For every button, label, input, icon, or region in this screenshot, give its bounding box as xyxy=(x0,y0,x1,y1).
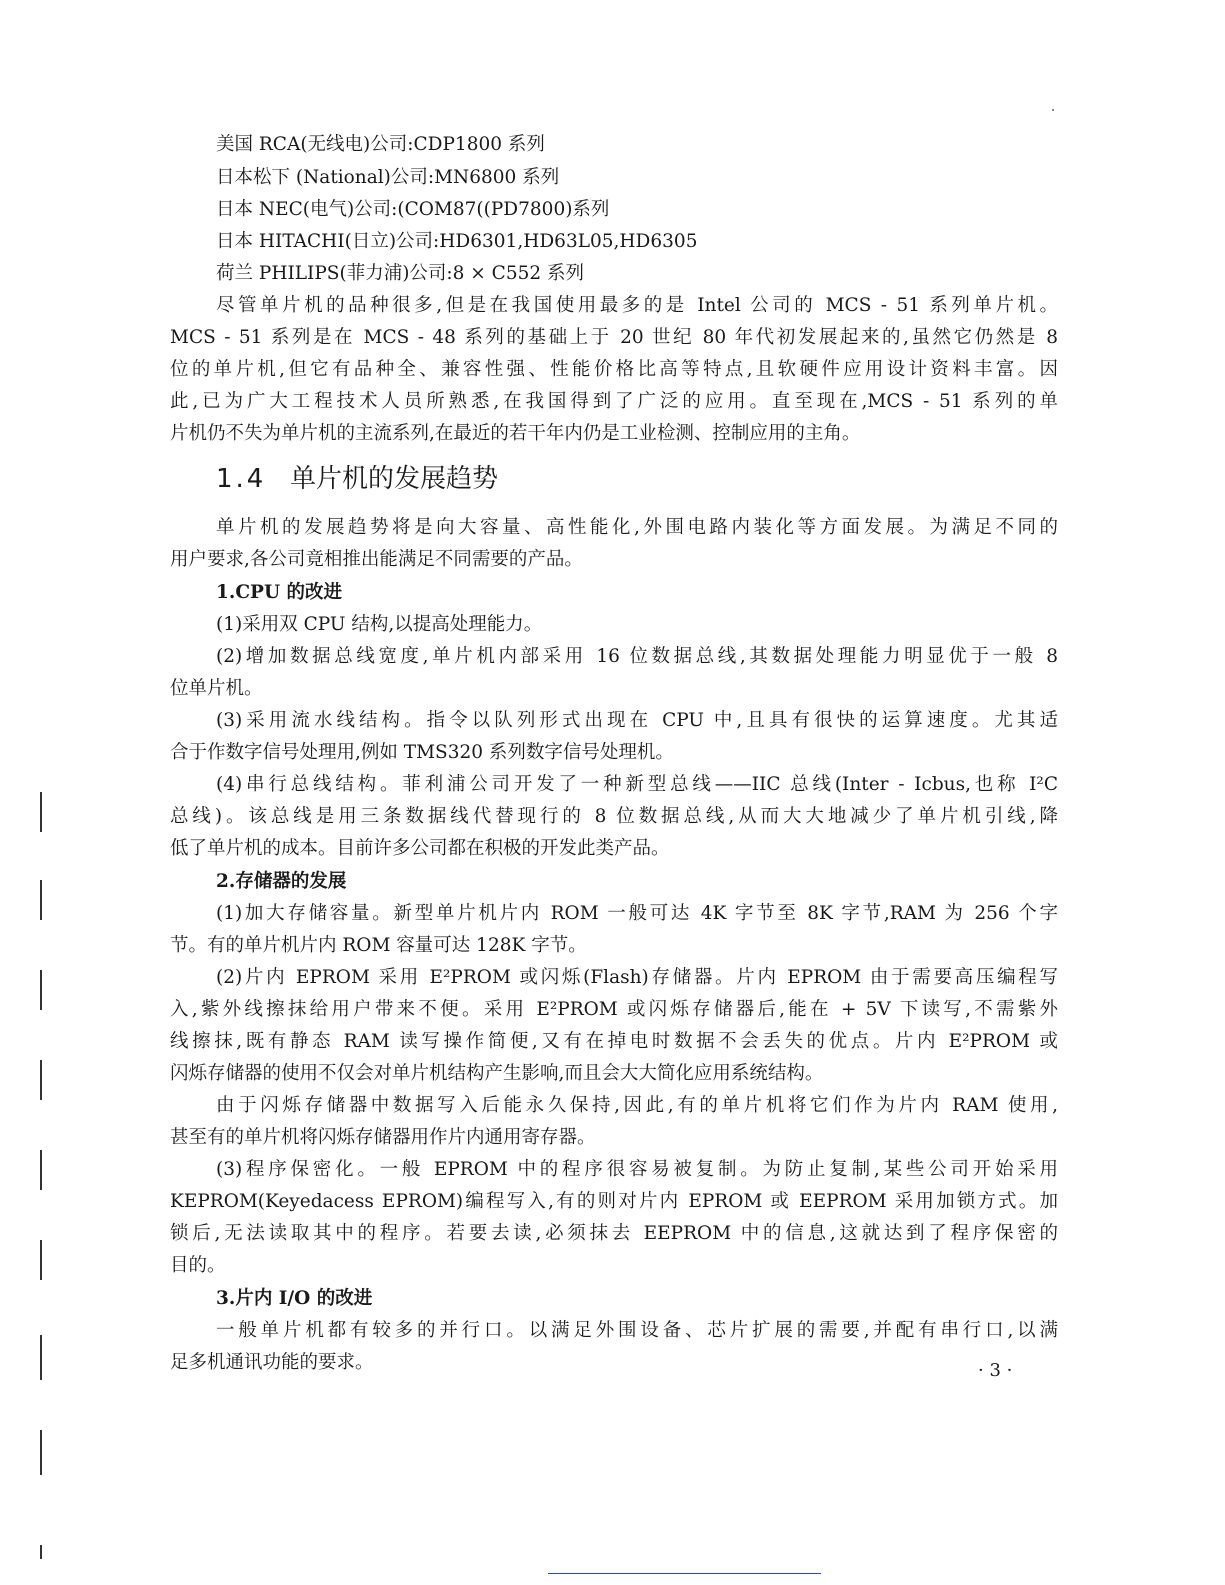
paragraph-line: 闪烁存储器的使用不仅会对单片机结构产生影响,而且会大大简化应用系统结构。 xyxy=(170,1063,824,1084)
paragraph-line: 一般单片机都有较多的并行口。以满足外围设备、芯片扩展的需要,并配有串行口,以满 xyxy=(216,1320,1058,1341)
binding-mark xyxy=(40,1240,42,1280)
paragraph-line: 节。有的单片机片内 ROM 容量可达 128K 字节。 xyxy=(170,935,587,956)
paragraph-line: (3)采用流水线结构。指令以队列形式出现在 CPU 中,且具有很快的运算速度。尤其适 xyxy=(216,710,1058,731)
binding-mark xyxy=(40,1335,42,1380)
paragraph-line: (1)采用双 CPU 结构,以提高处理能力。 xyxy=(216,614,543,635)
paragraph-line: 合于作数字信号处理用,例如 TMS320 系列数字信号处理机。 xyxy=(170,742,674,763)
paragraph-line: 锁后,无法读取其中的程序。若要去读,必须抹去 EEPROM 中的信息,这就达到了程序保密的 xyxy=(170,1223,1058,1244)
paragraph-line: 片机仍不失为单片机的主流系列,在最近的若干年内仍是工业检测、控制应用的主角。 xyxy=(170,423,861,444)
paragraph-line: 目的。 xyxy=(170,1255,226,1276)
subheading-memory: 2.存储器的发展 xyxy=(216,871,347,892)
paragraph-line: 此,已为广大工程技术人员所熟悉,在我国得到了广泛的应用。直至现在,MCS - 51 系列的单 xyxy=(170,391,1058,412)
paragraph-line: 线擦抹,既有静态 RAM 读写操作简便,又有在掉电时数据不会丢失的优点。片内 E²PROM 或 xyxy=(170,1031,1058,1052)
section-heading xyxy=(216,462,498,496)
binding-mark xyxy=(40,1545,42,1559)
subheading-io: 3.片内 I/O 的改进 xyxy=(216,1288,373,1309)
paragraph-line: 尽管单片机的品种很多,但是在我国使用最多的是 Intel 公司的 MCS - 51 系列单片机。 xyxy=(216,295,1058,316)
paragraph-line: (4)串行总线结构。菲利浦公司开发了一种新型总线——IIC 总线(Inter - Icbus,也称 I²C xyxy=(216,774,1058,795)
paragraph-line: 总线)。该总线是用三条数据线代替现行的 8 位数据总线,从而大大地减少了单片机引线,降 xyxy=(170,806,1058,827)
paragraph-line: 用户要求,各公司竟相推出能满足不同需要的产品。 xyxy=(170,549,583,570)
subheading-cpu: 1.CPU 的改进 xyxy=(216,582,343,603)
company-line: 日本 NEC(电气)公司:(COM87((PD7800)系列 xyxy=(216,199,610,220)
paragraph-line: 入,紫外线擦抹给用户带来不便。采用 E²PROM 或闪烁存储器后,能在 + 5V 下读写,不需紫外 xyxy=(170,999,1058,1020)
paragraph-line: KEPROM(Keyedacess EPROM)编程写入,有的则对片内 EPROM 或 EEPROM 采用加锁方式。加 xyxy=(170,1191,1058,1212)
binding-mark xyxy=(40,792,42,832)
company-line: 荷兰 PHILIPS(菲力浦)公司:8 × C552 系列 xyxy=(216,263,585,284)
paragraph-line: 低了单片机的成本。目前许多公司都在积极的开发此类产品。 xyxy=(170,838,670,859)
paragraph-line: MCS - 51 系列是在 MCS - 48 系列的基础上于 20 世纪 80 年代初发展起来的,虽然它仍然是 8 xyxy=(170,327,1058,348)
company-line: 美国 RCA(无线电)公司:CDP1800 系列 xyxy=(216,134,545,155)
paragraph-line: (2)片内 EPROM 采用 E²PROM 或闪烁(Flash)存储器。片内 EPROM 由于需要高压编程写 xyxy=(216,967,1058,988)
binding-mark xyxy=(40,1060,42,1100)
paragraph-line: 由于闪烁存储器中数据写入后能永久保持,因此,有的单片机将它们作为片内 RAM 使用, xyxy=(216,1095,1058,1116)
paragraph-line: 位的单片机,但它有品种全、兼容性强、性能价格比高等特点,且软硬件应用设计资料丰富。因 xyxy=(170,359,1058,380)
bottom-rule xyxy=(548,1573,821,1574)
paragraph-line: (3)程序保密化。一般 EPROM 中的程序很容易被复制。为防止复制,某些公司开始采用 xyxy=(216,1159,1058,1180)
section-title: 单片机的发展趋势 xyxy=(290,464,499,494)
scan-speck xyxy=(1052,109,1054,111)
company-line: 日本 HITACHI(日立)公司:HD6301,HD63L05,HD6305 xyxy=(216,231,698,252)
paragraph-line: 单片机的发展趋势将是向大容量、高性能化,外围电路内装化等方面发展。为满足不同的 xyxy=(216,517,1058,538)
paragraph-line: 位单片机。 xyxy=(170,678,263,699)
binding-mark xyxy=(40,1430,42,1475)
paragraph-line: 甚至有的单片机将闪烁存储器用作片内通用寄存器。 xyxy=(170,1127,596,1148)
paragraph-line: (1)加大存储容量。新型单片机片内 ROM 一般可达 4K 字节至 8K 字节,RAM 为 256 个字 xyxy=(216,903,1058,924)
binding-mark xyxy=(40,880,42,920)
page-number: · 3 · xyxy=(978,1360,1013,1381)
paragraph-line: (2)增加数据总线宽度,单片机内部采用 16 位数据总线,其数据处理能力明显优于一般 8 xyxy=(216,646,1058,667)
binding-mark xyxy=(40,1150,42,1190)
section-number: 1.4 xyxy=(216,464,267,494)
binding-mark xyxy=(40,970,42,1010)
paragraph-line: 足多机通讯功能的要求。 xyxy=(170,1352,374,1373)
company-line: 日本松下 (National)公司:MN6800 系列 xyxy=(216,167,560,188)
